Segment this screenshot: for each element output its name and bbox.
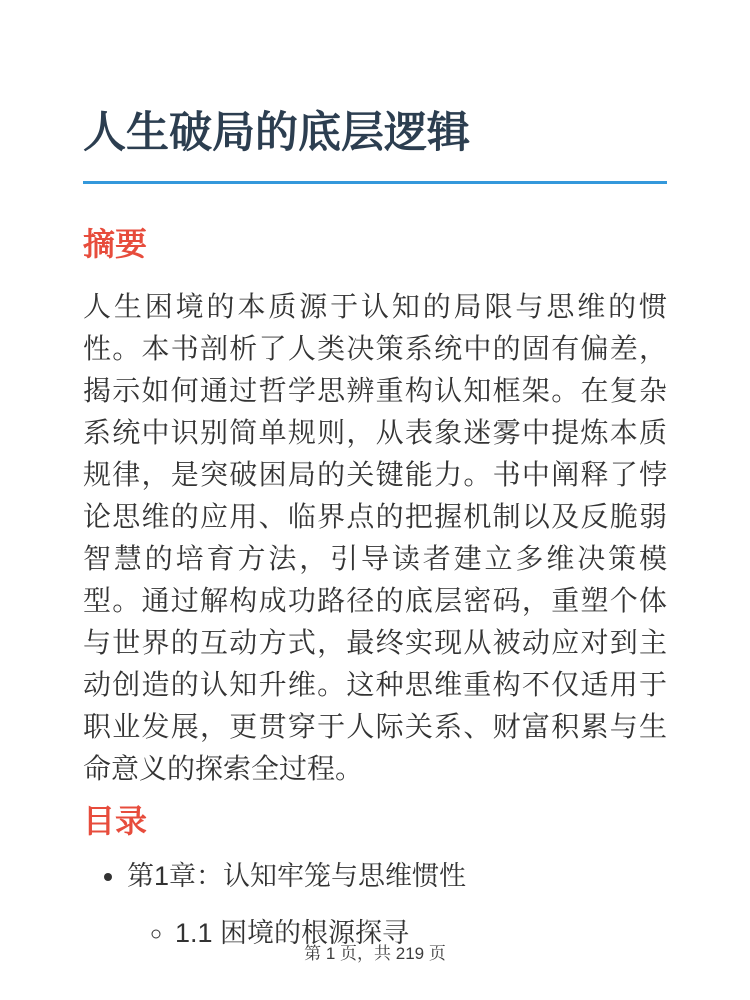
title-divider (83, 181, 667, 184)
abstract-paragraph: 人生困境的本质源于认知的局限与思维的惯性。本书剖析了人类决策系统中的固有偏差，揭示如何通过哲学思辨重构认知框架。在复杂系统中识别简单规则，从表象迷雾中提炼本质规律，是突破困局的关键能力。书中阐释了悖论思维的应用、临界点的把握机制以及反脆弱智慧的培育方法，引导读者建立多维决策模型。通过解构成功路径的底层密码，重塑个体与世界的互动方式，最终实现从被动应对到主动创造的认知升维。这种思维重构不仅适用于职业发展，更贯穿于人际关系、财富积累与生命意义的探索全过程。 (83, 290, 667, 784)
toc-list (83, 860, 667, 949)
page-title: 人生破局的底层逻辑 (83, 109, 470, 157)
page-number-indicator: 第 1 页，共 219 页 (304, 943, 446, 963)
toc-chapter-item (127, 860, 667, 949)
toc-heading: 目录 (83, 802, 148, 839)
abstract-heading: 摘要 (83, 225, 148, 262)
toc-chapter-label: 第1章：认知牢笼与思维惯性 (127, 861, 467, 892)
toc-section-label: 1.1 困境的根源探寻 (175, 917, 410, 948)
